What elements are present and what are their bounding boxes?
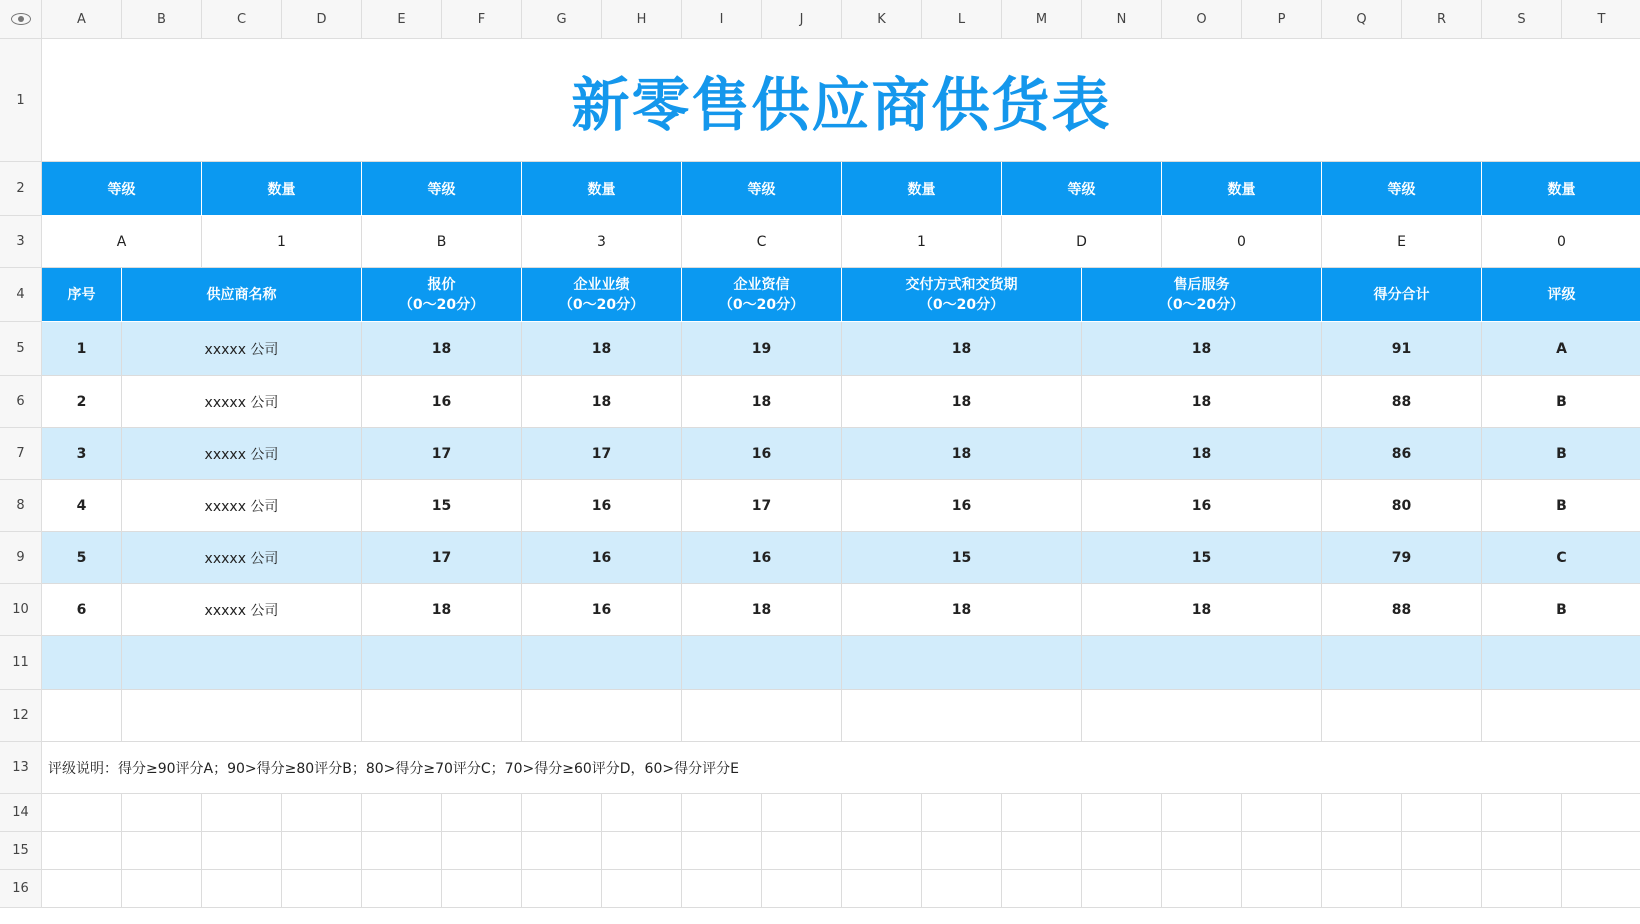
table-cell[interactable]: 1 xyxy=(42,322,122,376)
column-header[interactable]: K xyxy=(842,0,922,39)
grid-cell[interactable] xyxy=(522,870,602,908)
grid-cell[interactable] xyxy=(362,832,442,870)
grid-cell[interactable] xyxy=(282,794,362,832)
grid-cell[interactable] xyxy=(1402,832,1482,870)
grid-cell[interactable] xyxy=(602,794,682,832)
table-header xyxy=(682,268,842,322)
grade-summary-label: 等级 xyxy=(1002,162,1162,216)
grid-cell[interactable] xyxy=(1322,832,1402,870)
grid-cell[interactable] xyxy=(1002,794,1082,832)
grid-cell[interactable] xyxy=(602,832,682,870)
select-all-corner[interactable] xyxy=(0,0,42,39)
table-cell[interactable]: 17 xyxy=(362,428,522,480)
table-cell[interactable]: xxxxx 公司 xyxy=(122,428,362,480)
grid-cell[interactable] xyxy=(122,832,202,870)
grade-summary-value[interactable]: 0 xyxy=(1162,216,1322,268)
grid-cell[interactable] xyxy=(1402,794,1482,832)
table-header xyxy=(1322,268,1482,322)
table-header xyxy=(362,268,522,322)
table-cell[interactable]: 19 xyxy=(682,322,842,376)
grid-cell[interactable] xyxy=(442,870,522,908)
table-cell[interactable]: 16 xyxy=(522,480,682,532)
row-header[interactable]: 7 xyxy=(0,428,42,480)
table-cell-empty[interactable] xyxy=(1322,690,1482,742)
table-header-label: 评级 xyxy=(1547,286,1576,303)
table-header-label: 得分合计 xyxy=(1373,286,1430,303)
grid-cell[interactable] xyxy=(1322,870,1402,908)
row-header[interactable]: 9 xyxy=(0,532,42,584)
grade-summary-label: 等级 xyxy=(682,162,842,216)
table-cell[interactable]: 17 xyxy=(362,532,522,584)
column-header[interactable]: J xyxy=(762,0,842,39)
grid-cell[interactable] xyxy=(1242,870,1322,908)
grid-cell[interactable] xyxy=(202,832,282,870)
grade-summary-value[interactable]: B xyxy=(362,216,522,268)
table-cell[interactable]: B xyxy=(1482,584,1640,636)
table-header-label: 供应商名称 xyxy=(206,286,277,303)
table-header xyxy=(522,268,682,322)
column-header[interactable]: A xyxy=(42,0,122,39)
table-header xyxy=(122,268,362,322)
table-cell[interactable]: xxxxx 公司 xyxy=(122,376,362,428)
grid-cell[interactable] xyxy=(122,870,202,908)
grid-cell[interactable] xyxy=(922,794,1002,832)
grid-cell[interactable] xyxy=(762,870,842,908)
table-cell[interactable]: 18 xyxy=(522,322,682,376)
table-cell-empty[interactable] xyxy=(362,636,522,690)
grid-cell[interactable] xyxy=(1162,870,1242,908)
table-cell-empty[interactable] xyxy=(122,690,362,742)
table-cell[interactable]: xxxxx 公司 xyxy=(122,480,362,532)
grid-cell[interactable] xyxy=(922,832,1002,870)
row-header[interactable]: 16 xyxy=(0,870,42,908)
table-cell[interactable]: 18 xyxy=(842,584,1082,636)
grid-cell[interactable] xyxy=(202,870,282,908)
table-cell[interactable]: 18 xyxy=(1082,322,1322,376)
grid-cell[interactable] xyxy=(42,832,122,870)
grade-summary-label: 数量 xyxy=(1162,162,1322,216)
table-cell[interactable]: 4 xyxy=(42,480,122,532)
grid-cell[interactable] xyxy=(1242,794,1322,832)
grade-summary-label: 数量 xyxy=(522,162,682,216)
eye-icon[interactable] xyxy=(11,13,31,25)
grade-summary-value[interactable]: A xyxy=(42,216,202,268)
grid-cell[interactable] xyxy=(1002,832,1082,870)
table-cell-empty[interactable] xyxy=(842,690,1082,742)
table-cell[interactable]: 91 xyxy=(1322,322,1482,376)
table-cell[interactable]: 88 xyxy=(1322,584,1482,636)
grid-cell[interactable] xyxy=(602,870,682,908)
column-header[interactable]: G xyxy=(522,0,602,39)
grid-cell[interactable] xyxy=(362,870,442,908)
grid-cell[interactable] xyxy=(842,832,922,870)
grid-cell[interactable] xyxy=(682,832,762,870)
table-header-label: 企业资信 xyxy=(733,276,790,293)
grid-cell[interactable] xyxy=(762,832,842,870)
table-header-label: 企业业绩 xyxy=(573,276,630,293)
column-header[interactable]: Q xyxy=(1322,0,1402,39)
column-header[interactable]: O xyxy=(1162,0,1242,39)
grid-cell[interactable] xyxy=(42,870,122,908)
row-header[interactable]: 1 xyxy=(0,39,42,162)
table-cell[interactable]: A xyxy=(1482,322,1640,376)
grid-cell[interactable] xyxy=(682,794,762,832)
grade-summary-value[interactable]: 1 xyxy=(842,216,1002,268)
grade-summary-value[interactable]: 1 xyxy=(202,216,362,268)
table-cell-empty[interactable] xyxy=(682,690,842,742)
table-header-label: 售后服务 xyxy=(1173,276,1230,293)
table-cell[interactable]: 16 xyxy=(682,532,842,584)
table-cell-empty[interactable] xyxy=(42,636,122,690)
grade-summary-value[interactable]: 0 xyxy=(1482,216,1640,268)
table-cell[interactable]: 16 xyxy=(522,584,682,636)
column-header[interactable]: M xyxy=(1002,0,1082,39)
grade-summary-label: 等级 xyxy=(362,162,522,216)
table-cell[interactable]: 18 xyxy=(522,376,682,428)
grid-cell[interactable] xyxy=(922,870,1002,908)
grid-cell[interactable] xyxy=(42,794,122,832)
grade-summary-label: 等级 xyxy=(1322,162,1482,216)
column-header[interactable]: F xyxy=(442,0,522,39)
grade-summary-value[interactable]: E xyxy=(1322,216,1482,268)
table-cell-empty[interactable] xyxy=(1322,636,1482,690)
grid-cell[interactable] xyxy=(1562,832,1640,870)
row-header[interactable]: 15 xyxy=(0,832,42,870)
grid-cell[interactable] xyxy=(762,794,842,832)
row-header[interactable]: 6 xyxy=(0,376,42,428)
column-header[interactable]: N xyxy=(1082,0,1162,39)
table-cell[interactable]: 18 xyxy=(362,584,522,636)
table-cell-empty[interactable] xyxy=(362,690,522,742)
table-cell[interactable]: 18 xyxy=(1082,376,1322,428)
table-cell[interactable]: 2 xyxy=(42,376,122,428)
grade-summary-value[interactable]: 3 xyxy=(522,216,682,268)
table-cell-empty[interactable] xyxy=(1482,636,1640,690)
table-cell[interactable]: 16 xyxy=(1082,480,1322,532)
table-cell-empty[interactable] xyxy=(1082,636,1322,690)
grid-cell[interactable] xyxy=(362,794,442,832)
row-header[interactable]: 12 xyxy=(0,690,42,742)
row-header[interactable]: 4 xyxy=(0,268,42,322)
table-cell[interactable]: B xyxy=(1482,428,1640,480)
grid-cell[interactable] xyxy=(522,832,602,870)
column-header[interactable]: L xyxy=(922,0,1002,39)
table-header-range: （0～20分） xyxy=(1158,296,1245,313)
column-header[interactable]: I xyxy=(682,0,762,39)
grid-cell[interactable] xyxy=(1082,794,1162,832)
column-header[interactable]: C xyxy=(202,0,282,39)
grid-cell[interactable] xyxy=(1242,832,1322,870)
table-cell-empty[interactable] xyxy=(42,690,122,742)
table-cell[interactable]: 79 xyxy=(1322,532,1482,584)
grade-summary-value[interactable]: C xyxy=(682,216,842,268)
grid-cell[interactable] xyxy=(442,832,522,870)
row-header[interactable]: 3 xyxy=(0,216,42,268)
table-header xyxy=(1082,268,1322,322)
table-header xyxy=(42,268,122,322)
grade-summary-label: 等级 xyxy=(42,162,202,216)
grid-cell[interactable] xyxy=(842,794,922,832)
table-cell-empty[interactable] xyxy=(842,636,1082,690)
column-header[interactable]: H xyxy=(602,0,682,39)
table-cell[interactable]: B xyxy=(1482,376,1640,428)
grid-cell[interactable] xyxy=(1162,794,1242,832)
row-header[interactable]: 5 xyxy=(0,322,42,376)
table-cell-empty[interactable] xyxy=(522,690,682,742)
row-header[interactable]: 11 xyxy=(0,636,42,690)
table-cell[interactable]: 6 xyxy=(42,584,122,636)
table-cell[interactable]: B xyxy=(1482,480,1640,532)
table-header-label: 报价 xyxy=(427,276,456,293)
table-cell[interactable]: 17 xyxy=(522,428,682,480)
table-cell[interactable]: xxxxx 公司 xyxy=(122,322,362,376)
grid-cell[interactable] xyxy=(1322,794,1402,832)
table-header-range: （0～20分） xyxy=(398,296,485,313)
grid-cell[interactable] xyxy=(1082,832,1162,870)
table-header xyxy=(842,268,1082,322)
grade-summary-value[interactable]: D xyxy=(1002,216,1162,268)
grid-cell[interactable] xyxy=(1402,870,1482,908)
table-cell[interactable]: 18 xyxy=(362,322,522,376)
table-header-range: （0～20分） xyxy=(558,296,645,313)
table-header-range: （0～20分） xyxy=(918,296,1005,313)
grid-cell[interactable] xyxy=(1482,832,1562,870)
table-cell[interactable]: C xyxy=(1482,532,1640,584)
table-cell[interactable]: 16 xyxy=(522,532,682,584)
grid-cell[interactable] xyxy=(122,794,202,832)
column-header[interactable]: R xyxy=(1402,0,1482,39)
table-cell-empty[interactable] xyxy=(1082,690,1322,742)
grid-cell[interactable] xyxy=(1082,870,1162,908)
table-cell-empty[interactable] xyxy=(682,636,842,690)
grid-cell[interactable] xyxy=(522,794,602,832)
grid-cell[interactable] xyxy=(1482,794,1562,832)
rating-note[interactable]: 评级说明：得分≥90评分A；90>得分≥80评分B；80>得分≥70评分C；70>得分≥60评分D，60>得分评分E xyxy=(42,742,1640,794)
column-header[interactable]: S xyxy=(1482,0,1562,39)
row-header[interactable]: 14 xyxy=(0,794,42,832)
table-cell[interactable]: 15 xyxy=(362,480,522,532)
column-header[interactable]: D xyxy=(282,0,362,39)
grid-cell[interactable] xyxy=(1162,832,1242,870)
grid-cell[interactable] xyxy=(202,794,282,832)
table-cell[interactable]: 15 xyxy=(842,532,1082,584)
table-cell[interactable]: 18 xyxy=(682,376,842,428)
table-cell[interactable]: 18 xyxy=(842,376,1082,428)
table-cell[interactable]: 17 xyxy=(682,480,842,532)
table-cell[interactable]: 18 xyxy=(842,428,1082,480)
table-cell[interactable]: 18 xyxy=(842,322,1082,376)
grid-cell[interactable] xyxy=(1562,794,1640,832)
row-header[interactable]: 8 xyxy=(0,480,42,532)
table-cell[interactable]: 3 xyxy=(42,428,122,480)
table-cell[interactable]: 16 xyxy=(842,480,1082,532)
table-cell[interactable]: 86 xyxy=(1322,428,1482,480)
table-cell[interactable]: xxxxx 公司 xyxy=(122,532,362,584)
table-cell[interactable]: xxxxx 公司 xyxy=(122,584,362,636)
grade-summary-label: 数量 xyxy=(842,162,1002,216)
grid-cell[interactable] xyxy=(1002,870,1082,908)
grade-summary-label: 数量 xyxy=(1482,162,1640,216)
row-header[interactable]: 13 xyxy=(0,742,42,794)
page-title: 新零售供应商供货表 xyxy=(42,39,1640,162)
table-cell[interactable]: 18 xyxy=(1082,428,1322,480)
grade-summary-label: 数量 xyxy=(202,162,362,216)
grid-cell[interactable] xyxy=(682,870,762,908)
column-header[interactable]: T xyxy=(1562,0,1640,39)
row-header[interactable]: 2 xyxy=(0,162,42,216)
grid-cell[interactable] xyxy=(442,794,522,832)
table-header-label: 序号 xyxy=(67,286,96,303)
grid-cell[interactable] xyxy=(842,870,922,908)
grid-cell[interactable] xyxy=(1482,870,1562,908)
table-cell[interactable]: 18 xyxy=(682,584,842,636)
grid-cell[interactable] xyxy=(282,832,362,870)
row-header[interactable]: 10 xyxy=(0,584,42,636)
table-cell[interactable]: 18 xyxy=(1082,584,1322,636)
table-cell[interactable]: 88 xyxy=(1322,376,1482,428)
table-header-label: 交付方式和交货期 xyxy=(905,276,1018,293)
table-cell-empty[interactable] xyxy=(122,636,362,690)
table-cell[interactable]: 15 xyxy=(1082,532,1322,584)
table-cell[interactable]: 80 xyxy=(1322,480,1482,532)
table-cell[interactable]: 16 xyxy=(362,376,522,428)
grid-cell[interactable] xyxy=(1562,870,1640,908)
table-cell[interactable]: 16 xyxy=(682,428,842,480)
grid-cell[interactable] xyxy=(282,870,362,908)
table-header xyxy=(1482,268,1640,322)
table-cell[interactable]: 5 xyxy=(42,532,122,584)
table-cell-empty[interactable] xyxy=(522,636,682,690)
column-header[interactable]: E xyxy=(362,0,442,39)
table-cell-empty[interactable] xyxy=(1482,690,1640,742)
column-header[interactable]: B xyxy=(122,0,202,39)
table-header-range: （0～20分） xyxy=(718,296,805,313)
column-header[interactable]: P xyxy=(1242,0,1322,39)
